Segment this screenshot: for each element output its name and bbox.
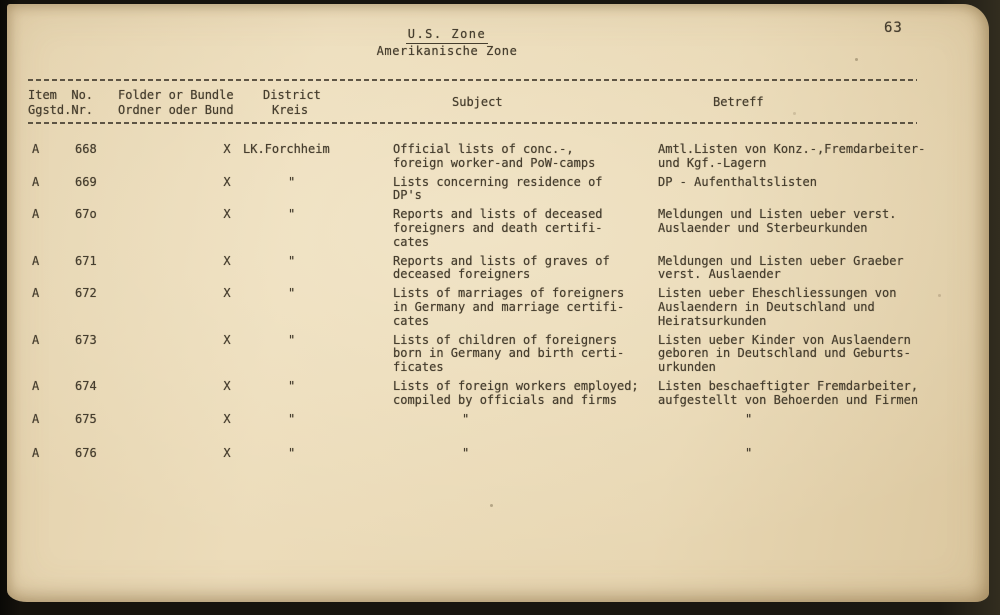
cell-district-ditto-mark: " bbox=[288, 332, 296, 347]
subject-line: Lists concerning residence of bbox=[393, 174, 603, 189]
cell-district-ditto-mark: " bbox=[288, 286, 296, 301]
cell-subject bbox=[381, 380, 646, 408]
document-title-block bbox=[340, 27, 554, 59]
cell-subject bbox=[381, 143, 646, 171]
subject-line: cates bbox=[393, 234, 430, 249]
subject-ditto-mark: " bbox=[462, 411, 470, 426]
cell-betreff bbox=[646, 334, 971, 375]
cell-item-letter: A bbox=[32, 378, 40, 393]
subject-line: deceased foreigners bbox=[393, 267, 531, 282]
table-row bbox=[28, 143, 971, 171]
subject-line: foreign worker-and PoW-camps bbox=[393, 155, 596, 170]
table-rule-bottom bbox=[28, 122, 917, 124]
subject-line: in Germany and marriage certifi- bbox=[393, 299, 625, 314]
column-header-subject: Subject bbox=[452, 95, 503, 109]
betreff-ditto-mark: " bbox=[745, 446, 753, 461]
betreff-line: verst. Auslaender bbox=[658, 267, 781, 282]
cell-item-number: 672 bbox=[75, 286, 97, 301]
paper-speck bbox=[793, 112, 796, 115]
betreff-line: Listen beschaeftigter Fremdarbeiter, bbox=[658, 378, 919, 393]
table-row bbox=[28, 208, 971, 249]
cell-item-number: 673 bbox=[75, 332, 97, 347]
column-header-item-de: Ggstd.Nr. bbox=[28, 103, 94, 117]
cell-item-letter: A bbox=[32, 446, 40, 461]
table-rule-top bbox=[28, 79, 917, 81]
table-row bbox=[28, 255, 971, 283]
cell-item-number: 674 bbox=[75, 378, 97, 393]
document-subtitle: Amerikanische Zone bbox=[376, 44, 518, 58]
column-header-folder-de: Ordner oder Bund bbox=[118, 103, 234, 117]
paper-speck bbox=[855, 58, 858, 61]
cell-item-number: 67o bbox=[75, 207, 97, 222]
table-row bbox=[28, 334, 971, 375]
cell-district-ditto-mark: " bbox=[288, 253, 296, 268]
cell-district-ditto-mark: " bbox=[288, 174, 296, 189]
cell-item-number: 676 bbox=[75, 446, 97, 461]
cell-folder-mark: X bbox=[223, 286, 231, 301]
cell-district-ditto-mark: " bbox=[288, 446, 296, 461]
document-title: U.S. Zone bbox=[406, 27, 489, 44]
subject-line: cates bbox=[393, 313, 430, 328]
cell-item-letter: A bbox=[32, 174, 40, 189]
column-header-district-en: District bbox=[263, 88, 321, 102]
betreff-ditto-mark: " bbox=[745, 411, 753, 426]
cell-betreff bbox=[646, 447, 971, 461]
betreff-line: Listen ueber Eheschliessungen von bbox=[658, 286, 897, 301]
column-header-district-de: Kreis bbox=[272, 103, 309, 117]
cell-betreff bbox=[646, 255, 971, 283]
cell-item-number: 668 bbox=[75, 142, 97, 156]
cell-district: LK.Forchheim bbox=[243, 142, 330, 156]
column-header-folder-en: Folder or Bundle bbox=[118, 88, 234, 102]
table-rows bbox=[28, 143, 971, 466]
cell-item-letter: A bbox=[32, 253, 40, 268]
betreff-line: DP - Aufenthaltslisten bbox=[658, 174, 817, 189]
cell-folder-mark: X bbox=[223, 142, 231, 156]
cell-folder-mark: X bbox=[223, 174, 231, 189]
cell-item-letter: A bbox=[32, 142, 40, 156]
page-number: 63 bbox=[884, 20, 903, 36]
betreff-line: Auslaendern in Deutschland und bbox=[658, 299, 875, 314]
cell-subject bbox=[381, 447, 646, 461]
cell-folder-mark: X bbox=[223, 207, 231, 222]
subject-line: born in Germany and birth certi- bbox=[393, 346, 625, 361]
cell-betreff bbox=[646, 380, 971, 408]
cell-folder-mark: X bbox=[223, 446, 231, 461]
paper-sheet bbox=[7, 4, 989, 602]
betreff-line: geboren in Deutschland und Geburts- bbox=[658, 346, 911, 361]
cell-subject bbox=[381, 334, 646, 375]
cell-betreff bbox=[646, 143, 971, 171]
table-row bbox=[28, 447, 971, 461]
betreff-line: Auslaender und Sterbeurkunden bbox=[658, 220, 868, 235]
paper-speck bbox=[938, 294, 941, 297]
cell-betreff bbox=[646, 413, 971, 427]
subject-line: Lists of marriages of foreigners bbox=[393, 286, 625, 301]
cell-subject bbox=[381, 255, 646, 283]
cell-subject bbox=[381, 413, 646, 427]
betreff-line: urkunden bbox=[658, 360, 716, 375]
cell-folder-mark: X bbox=[223, 411, 231, 426]
cell-betreff bbox=[646, 287, 971, 328]
cell-item-number: 669 bbox=[75, 174, 97, 189]
cell-folder-mark: X bbox=[223, 253, 231, 268]
betreff-line: aufgestellt von Behoerden und Firmen bbox=[658, 392, 919, 407]
subject-ditto-mark: " bbox=[462, 446, 470, 461]
cell-district-ditto-mark: " bbox=[288, 378, 296, 393]
betreff-line: Meldungen und Listen ueber Graeber bbox=[658, 253, 904, 268]
subject-line: DP's bbox=[393, 188, 422, 203]
betreff-line: Heiratsurkunden bbox=[658, 313, 767, 328]
table-row bbox=[28, 176, 971, 204]
cell-item-letter: A bbox=[32, 332, 40, 347]
subject-line: Lists of foreign workers employed; bbox=[393, 378, 639, 393]
table-row bbox=[28, 380, 971, 408]
betreff-line: und Kgf.-Lagern bbox=[658, 155, 767, 170]
cell-item-number: 675 bbox=[75, 411, 97, 426]
cell-folder-mark: X bbox=[223, 332, 231, 347]
subject-line: foreigners and death certifi- bbox=[393, 220, 603, 235]
table-row bbox=[28, 413, 971, 427]
cell-subject bbox=[381, 287, 646, 328]
subject-line: Lists of children of foreigners bbox=[393, 332, 617, 347]
table-row bbox=[28, 287, 971, 328]
subject-line: Reports and lists of deceased bbox=[393, 207, 603, 222]
subject-line: ficates bbox=[393, 360, 444, 375]
cell-district-ditto-mark: " bbox=[288, 207, 296, 222]
cell-betreff bbox=[646, 208, 971, 236]
betreff-line: Amtl.Listen von Konz.-,Fremdarbeiter- bbox=[658, 142, 926, 156]
cell-subject bbox=[381, 176, 646, 204]
subject-line: Official lists of conc.-, bbox=[393, 142, 574, 156]
cell-item-letter: A bbox=[32, 286, 40, 301]
subject-line: compiled by officials and firms bbox=[393, 392, 617, 407]
cell-item-letter: A bbox=[32, 411, 40, 426]
cell-folder-mark: X bbox=[223, 378, 231, 393]
betreff-line: Meldungen und Listen ueber verst. bbox=[658, 207, 897, 222]
subject-line: Reports and lists of graves of bbox=[393, 253, 610, 268]
column-header-betreff: Betreff bbox=[713, 95, 764, 109]
cell-item-number: 671 bbox=[75, 253, 97, 268]
cell-district-ditto-mark: " bbox=[288, 411, 296, 426]
cell-subject bbox=[381, 208, 646, 249]
cell-betreff bbox=[646, 176, 971, 190]
paper-speck bbox=[490, 504, 493, 507]
column-header-item-en: Item No. bbox=[28, 88, 94, 102]
cell-item-letter: A bbox=[32, 207, 40, 222]
betreff-line: Listen ueber Kinder von Auslaendern bbox=[658, 332, 911, 347]
